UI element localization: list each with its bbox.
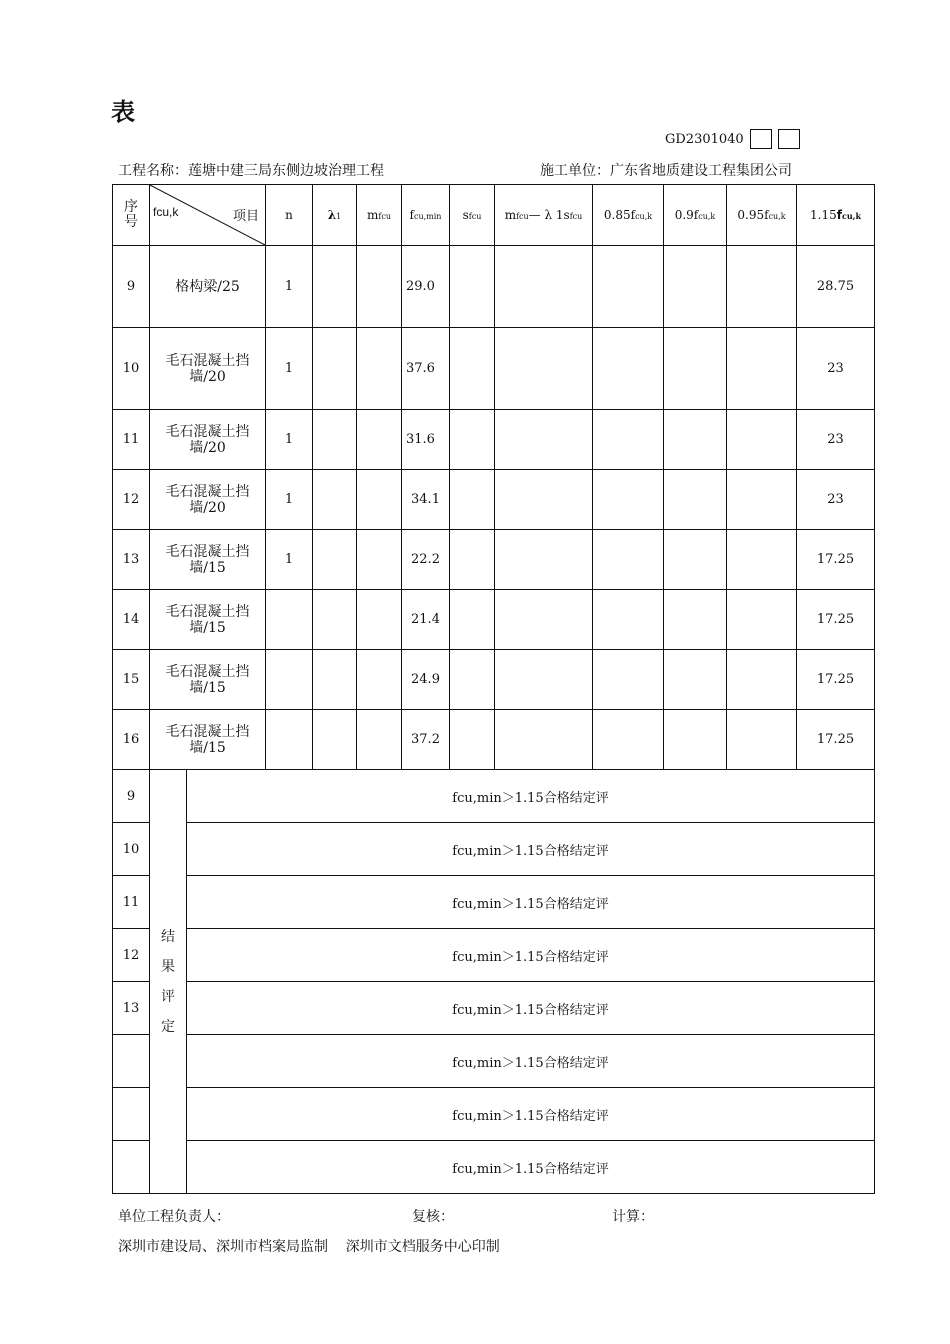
- row-combo: [495, 710, 593, 770]
- header-sfcu-sub: fcu: [468, 212, 482, 221]
- row-lambda1: [313, 328, 357, 410]
- row-item: 毛石混凝土挡墙/20: [150, 410, 266, 470]
- row-lambda1: [313, 246, 357, 328]
- result-row: [113, 1035, 875, 1088]
- header-mfcu: [357, 185, 402, 246]
- project-label: 工程名称：: [118, 163, 188, 179]
- row-lambda1: [313, 710, 357, 770]
- row-115: 28.75: [797, 246, 875, 328]
- row-sfcu: [450, 530, 495, 590]
- row-sfcu: [450, 650, 495, 710]
- row-n: [266, 710, 313, 770]
- header-item: 项目: [232, 209, 259, 224]
- header-n: n: [266, 185, 313, 246]
- header-seq: [113, 185, 150, 246]
- code-box-1: [750, 129, 772, 149]
- header-seq-2: 号: [124, 214, 138, 230]
- result-text: fcu,min＞1.15合格结定评: [187, 1035, 875, 1088]
- row-item: 毛石混凝土挡墙/15: [150, 710, 266, 770]
- footer-review: 复核：: [412, 1209, 454, 1225]
- row-115: 17.25: [797, 650, 875, 710]
- row-seq: 10: [113, 328, 150, 410]
- result-label-2: 果: [161, 958, 175, 975]
- row-mfcu: [357, 650, 402, 710]
- row-mfcu: [357, 590, 402, 650]
- row-095: [727, 590, 797, 650]
- page-title: 表: [111, 98, 135, 126]
- row-sfcu: [450, 470, 495, 530]
- header-09-sub: cu,k: [698, 212, 716, 221]
- contractor-label: 施工单位：: [540, 163, 610, 179]
- result-text: fcu,min＞1.15合格结定评: [187, 929, 875, 982]
- contractor-name: [540, 160, 792, 180]
- row-lambda1: [313, 590, 357, 650]
- row-seq: 9: [113, 246, 150, 328]
- header-combo-mid: — λ 1s: [528, 208, 570, 222]
- header-fcuk: fcu,k: [153, 205, 179, 219]
- row-095: [727, 328, 797, 410]
- row-lambda1: [313, 530, 357, 590]
- header-combo: [495, 185, 593, 246]
- result-seq: [113, 1088, 150, 1141]
- row-085: [593, 246, 664, 328]
- row-combo: [495, 590, 593, 650]
- header-fcumin: [402, 185, 450, 246]
- row-lambda1: [313, 470, 357, 530]
- row-fcumin: 31.6: [402, 410, 450, 470]
- result-text: fcu,min＞1.15合格结定评: [187, 982, 875, 1035]
- row-combo: [495, 470, 593, 530]
- row-sfcu: [450, 246, 495, 328]
- result-label-4: 定: [161, 1018, 175, 1035]
- row-09: [664, 246, 727, 328]
- row-mfcu: [357, 410, 402, 470]
- header-085-sub: cu,k: [635, 212, 653, 221]
- header-sfcu: [450, 185, 495, 246]
- result-text: fcu,min＞1.15合格结定评: [187, 823, 875, 876]
- result-text: fcu,min＞1.15合格结定评: [187, 1141, 875, 1194]
- result-text: fcu,min＞1.15合格结定评: [187, 1088, 875, 1141]
- result-row: [113, 1088, 875, 1141]
- row-sfcu: [450, 710, 495, 770]
- result-row: [113, 823, 875, 876]
- row-seq: 15: [113, 650, 150, 710]
- result-seq: [113, 1035, 150, 1088]
- form-code: [665, 127, 800, 151]
- row-095: [727, 410, 797, 470]
- row-fcumin: 21.4: [402, 590, 450, 650]
- row-085: [593, 470, 664, 530]
- table-row: [113, 530, 875, 590]
- row-09: [664, 530, 727, 590]
- row-115: 23: [797, 410, 875, 470]
- table-row: [113, 470, 875, 530]
- row-combo: [495, 246, 593, 328]
- table-row: [113, 410, 875, 470]
- result-text: fcu,min＞1.15合格结定评: [187, 876, 875, 929]
- header-115-symbol: 1.15: [810, 208, 837, 222]
- header-mfcu-symbol: m: [367, 208, 379, 222]
- row-n: 1: [266, 328, 313, 410]
- project-value: 莲塘中建三局东侧边坡治理工程: [188, 163, 384, 179]
- header-085-symbol: 0.85f: [603, 208, 636, 222]
- project-name: [118, 160, 384, 180]
- row-fcumin: 29.0: [402, 246, 450, 328]
- row-085: [593, 710, 664, 770]
- row-combo: [495, 328, 593, 410]
- row-n: 1: [266, 530, 313, 590]
- row-085: [593, 328, 664, 410]
- row-095: [727, 650, 797, 710]
- footer-calc: 计算：: [612, 1209, 654, 1225]
- header-095: [727, 185, 797, 246]
- row-115: 17.25: [797, 710, 875, 770]
- row-095: [727, 530, 797, 590]
- header-seq-1: 序: [124, 199, 138, 215]
- row-085: [593, 530, 664, 590]
- row-item: 毛石混凝土挡墙/20: [150, 470, 266, 530]
- row-115: 23: [797, 328, 875, 410]
- header-115: [797, 185, 875, 246]
- row-seq: 11: [113, 410, 150, 470]
- header-combo-sub: fcu: [516, 212, 529, 221]
- header-09: [664, 185, 727, 246]
- row-item: 格构梁/25: [150, 246, 266, 328]
- code-box-2: [778, 129, 800, 149]
- row-n: 1: [266, 470, 313, 530]
- header-095-sub: cu,k: [768, 212, 786, 221]
- table-row: [113, 246, 875, 328]
- row-mfcu: [357, 530, 402, 590]
- row-09: [664, 470, 727, 530]
- header-fcumin-symbol: f: [409, 208, 414, 222]
- table-row: [113, 328, 875, 410]
- row-09: [664, 590, 727, 650]
- row-fcumin: 34.1: [402, 470, 450, 530]
- row-n: 1: [266, 246, 313, 328]
- row-085: [593, 410, 664, 470]
- result-row: [113, 929, 875, 982]
- table-row: [113, 710, 875, 770]
- result-seq: [113, 1141, 150, 1194]
- header-095-symbol: 0.95f: [737, 208, 769, 222]
- row-mfcu: [357, 470, 402, 530]
- result-seq: 12: [113, 929, 150, 982]
- form-code-text: GD2301040: [665, 131, 744, 147]
- row-095: [727, 470, 797, 530]
- row-item: 毛石混凝土挡墙/15: [150, 590, 266, 650]
- row-item: 毛石混凝土挡墙/20: [150, 328, 266, 410]
- header-lambda1: [313, 185, 357, 246]
- header-fcumin-sub: cu,min: [413, 212, 442, 221]
- row-n: [266, 590, 313, 650]
- row-mfcu: [357, 710, 402, 770]
- row-combo: [495, 650, 593, 710]
- row-fcumin: 22.2: [402, 530, 450, 590]
- row-n: 1: [266, 410, 313, 470]
- row-fcumin: 37.6: [402, 328, 450, 410]
- row-mfcu: [357, 328, 402, 410]
- header-085: [593, 185, 664, 246]
- header-mfcu-sub: fcu: [378, 212, 391, 221]
- row-fcumin: 37.2: [402, 710, 450, 770]
- row-seq: 16: [113, 710, 150, 770]
- header-combo-symbol: m: [504, 208, 517, 222]
- row-seq: 12: [113, 470, 150, 530]
- row-09: [664, 650, 727, 710]
- row-sfcu: [450, 590, 495, 650]
- result-row: [113, 982, 875, 1035]
- strength-table: [112, 184, 875, 1194]
- row-sfcu: [450, 410, 495, 470]
- row-095: [727, 246, 797, 328]
- header-lambda1-sub: 1: [336, 212, 342, 221]
- header-lambda1-symbol: λ: [327, 208, 337, 222]
- row-seq: 13: [113, 530, 150, 590]
- result-seq: 9: [113, 770, 150, 823]
- header-115-sub: cu,k: [841, 211, 861, 221]
- contractor-value: 广东省地质建设工程集团公司: [610, 163, 792, 179]
- header-diagonal: [150, 185, 266, 246]
- result-seq: 10: [113, 823, 150, 876]
- row-09: [664, 410, 727, 470]
- row-09: [664, 710, 727, 770]
- table-row: [113, 590, 875, 650]
- row-combo: [495, 530, 593, 590]
- row-fcumin: 24.9: [402, 650, 450, 710]
- header-115-f: f: [836, 208, 842, 222]
- row-115: 17.25: [797, 530, 875, 590]
- row-combo: [495, 410, 593, 470]
- result-row: [113, 770, 875, 823]
- result-label-1: 结: [161, 928, 175, 945]
- footer-leader: 单位工程负责人：: [118, 1209, 230, 1225]
- header-sfcu-symbol: s: [462, 208, 469, 222]
- row-item: 毛石混凝土挡墙/15: [150, 650, 266, 710]
- header-09-symbol: 0.9f: [674, 208, 699, 222]
- result-seq: 13: [113, 982, 150, 1035]
- row-sfcu: [450, 328, 495, 410]
- row-lambda1: [313, 410, 357, 470]
- row-085: [593, 590, 664, 650]
- result-label-3: 评: [161, 988, 175, 1005]
- row-seq: 14: [113, 590, 150, 650]
- result-text: fcu,min＞1.15合格结定评: [187, 770, 875, 823]
- result-row: [113, 876, 875, 929]
- row-115: 23: [797, 470, 875, 530]
- row-095: [727, 710, 797, 770]
- result-row: [113, 1141, 875, 1194]
- row-085: [593, 650, 664, 710]
- result-seq: 11: [113, 876, 150, 929]
- header-row: [113, 185, 875, 246]
- footer-printer: 深圳市建设局、深圳市档案局监制 深圳市文档服务中心印制: [118, 1239, 500, 1255]
- table-row: [113, 650, 875, 710]
- row-item: 毛石混凝土挡墙/15: [150, 530, 266, 590]
- header-combo-sub2: fcu: [569, 212, 583, 221]
- row-09: [664, 328, 727, 410]
- result-label: [150, 770, 187, 1194]
- row-115: 17.25: [797, 590, 875, 650]
- row-n: [266, 650, 313, 710]
- row-lambda1: [313, 650, 357, 710]
- row-mfcu: [357, 246, 402, 328]
